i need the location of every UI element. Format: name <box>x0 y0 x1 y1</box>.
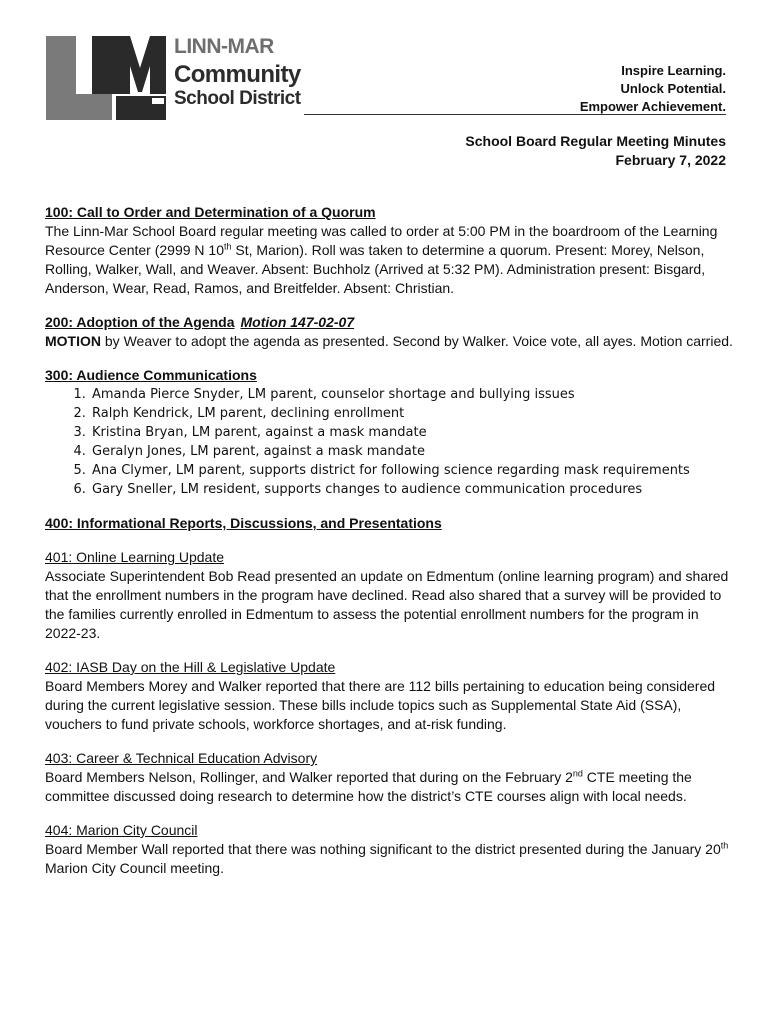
section-heading: 200: Adoption of the Agenda <box>45 314 235 330</box>
section-heading: 400: Informational Reports, Discussions, and Presentations <box>45 515 442 531</box>
section-heading: 300: Audience Communications <box>45 367 257 383</box>
district-logo <box>46 34 301 124</box>
superscript: th <box>720 840 729 851</box>
audience-list <box>45 385 735 499</box>
header-divider <box>304 114 726 115</box>
report-heading: 404: Marion City Council <box>45 822 198 838</box>
section-100 <box>45 203 735 298</box>
section-300 <box>45 366 735 499</box>
report-404 <box>45 821 735 878</box>
text-run: Marion City Council meeting. <box>45 860 224 876</box>
section-400 <box>45 514 735 533</box>
logo-line-2: Community <box>174 61 301 88</box>
logo-wordmark <box>174 36 344 110</box>
report-text <box>45 840 735 878</box>
list-item: 1. Amanda Pierce Snyder, LM parent, counselor shortage and bullying issues <box>90 385 735 404</box>
tagline-line-2: Unlock Potential. <box>620 81 726 96</box>
report-text: Board Members Morey and Walker reported that there are 112 bills pertaining to education being considered during the current legislative session. These bills include topics such as Supplemental State Aid (SSA), vouchers to fund private schools, workforce shortages, and at-risk funding. <box>45 678 716 732</box>
list-item: 2. Ralph Kendrick, LM parent, declining enrollment <box>90 404 735 423</box>
text-run: Board Members Nelson, Rollinger, and Walker reported that during on the February 2 <box>45 769 573 785</box>
report-text <box>45 768 735 806</box>
report-403 <box>45 749 735 806</box>
list-item: 4. Geralyn Jones, LM parent, against a mask mandate <box>90 442 735 461</box>
section-text <box>45 222 735 298</box>
text-run: The Linn-Mar School Board regular meeting was called to order at 5:00 PM in the boardroom of the Learning Resource Center (2999 N 10 <box>45 223 718 258</box>
minutes-body <box>45 203 735 893</box>
document-date: February 7, 2022 <box>615 152 726 168</box>
motion-label: MOTION <box>45 333 101 349</box>
list-item: 5. Ana Clymer, LM parent, supports district for following science regarding mask requirements <box>90 461 735 480</box>
document-title: School Board Regular Meeting Minutes <box>465 133 726 149</box>
text-run: Board Member Wall reported that there was nothing significant to the district presented during the January 20 <box>45 841 721 857</box>
report-text: Associate Superintendent Bob Read presented an update on Edmentum (online learning program) and shared that the enrollment numbers in the program have declined. Read also shared that a survey will be provided to the families currently enrolled in Edmentum to assess the potential enrollment numbers for the program in 2022-23. <box>45 568 729 641</box>
text-run: by Weaver to adopt the agenda as presented. Second by Walker. Voice vote, all ayes. Motion carried. <box>101 333 733 349</box>
tagline-line-1: Inspire Learning. <box>621 63 726 78</box>
section-200 <box>45 313 735 351</box>
motion-number: Motion 147-02-07 <box>240 314 355 330</box>
report-heading: 401: Online Learning Update <box>45 549 225 565</box>
district-tagline <box>580 62 726 116</box>
report-heading: 403: Career & Technical Education Advisory <box>45 750 318 766</box>
superscript: nd <box>572 768 583 779</box>
text-run: CTE meeting the committee discussed doing research to determine how the district’s CTE courses align with local needs. <box>45 769 692 804</box>
list-item: 3. Kristina Bryan, LM parent, against a mask mandate <box>90 423 735 442</box>
text-run: St, Marion). Roll was taken to determine a quorum. Present: Morey, Nelson, Rolling, Walker, Wall, and Weaver. Absent: Buchholz (Arrived at 5:32 PM). Administration present: Bisgard, Anderson, Wear, Read, Ramos, and Breitfelder. Absent: Christian. <box>45 242 706 296</box>
lm-logo-mark <box>46 34 174 124</box>
list-item: 6. Gary Sneller, LM resident, supports changes to audience communication procedures <box>90 480 735 499</box>
section-text <box>45 332 735 351</box>
document-title-block <box>465 132 726 170</box>
report-402 <box>45 658 735 734</box>
report-401 <box>45 548 735 643</box>
report-heading: 402: IASB Day on the Hill & Legislative Update <box>45 659 336 675</box>
tagline-line-3: Empower Achievement. <box>579 99 726 114</box>
section-heading: 100: Call to Order and Determination of a Quorum <box>45 204 376 220</box>
logo-line-3: School District <box>174 88 301 109</box>
superscript: th <box>224 241 232 252</box>
logo-line-1: LINN-MAR <box>174 35 274 58</box>
